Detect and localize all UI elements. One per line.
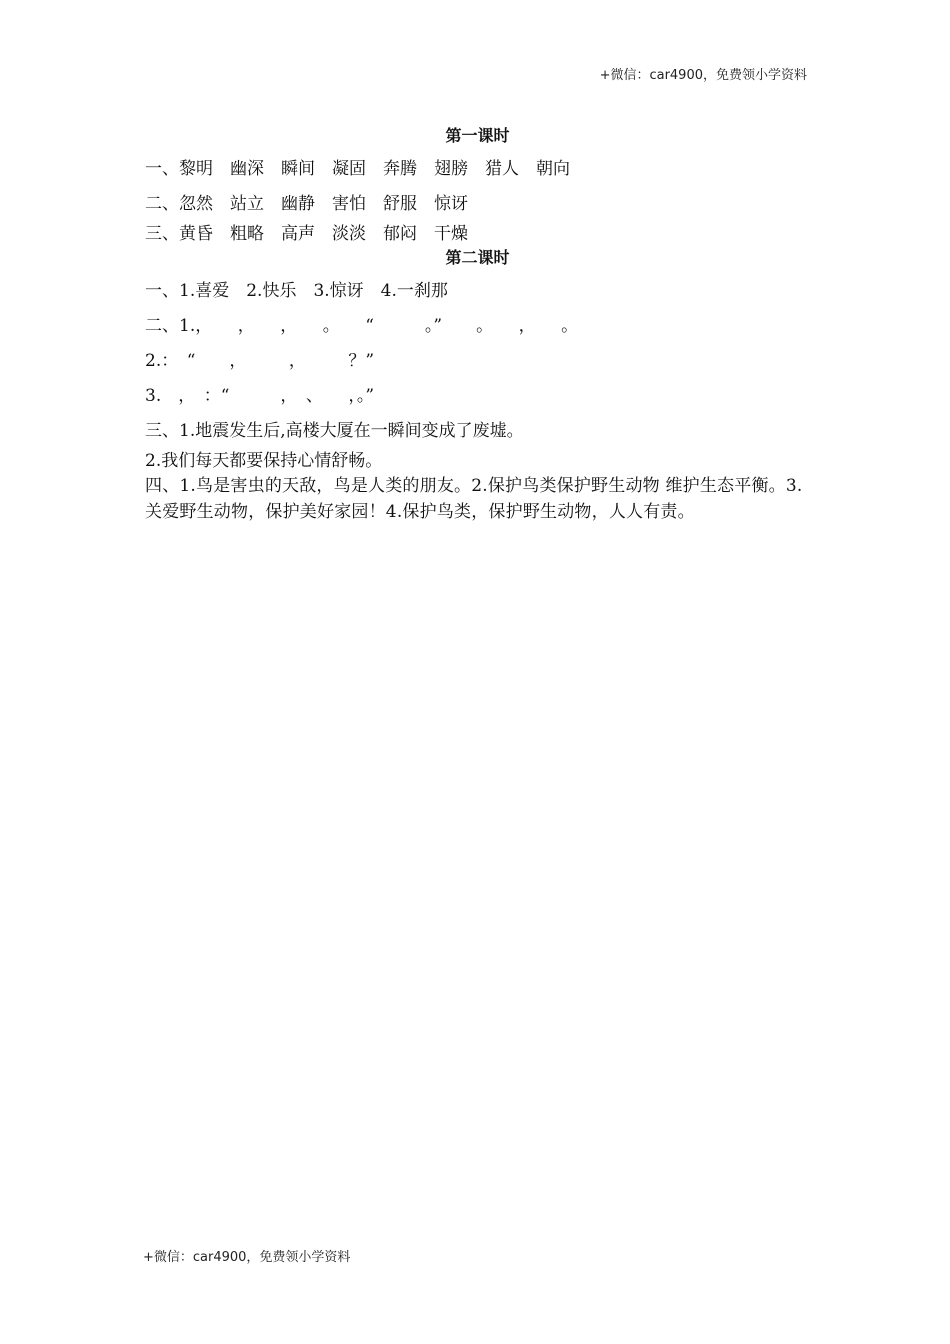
footer-watermark-note: +微信：car4900，免费领小学资料 xyxy=(143,1250,351,1265)
lesson1-line-3: 三、黄昏 粗略 高声 淡淡 郁闷 干燥 xyxy=(145,224,468,244)
lesson2-title: 第二课时 xyxy=(445,248,510,267)
lesson2-line-5: 三、1.地震发生后,高楼大厦在一瞬间变成了废墟。 xyxy=(145,421,524,441)
lesson2-line-6: 2.我们每天都要保持心情舒畅。 xyxy=(145,451,383,471)
lesson2-line-3: 2.： “ ， ， ？” xyxy=(145,351,375,371)
lesson2-line-2: 二、1.， ， ， 。 “ 。” 。 ， 。 xyxy=(145,316,579,336)
lesson2-line-4: 3. ， ：“ ， 、 ，。” xyxy=(145,386,375,406)
header-watermark-note: +微信：car4900，免费领小学资料 xyxy=(599,68,807,83)
lesson1-line-1: 一、黎明 幽深 瞬间 凝固 奔腾 翅膀 猎人 朝向 xyxy=(145,159,570,179)
lesson2-line-1: 一、1.喜爱 2.快乐 3.惊讶 4.一刹那 xyxy=(145,281,448,301)
lesson1-title: 第一课时 xyxy=(445,126,510,145)
lesson1-line-2: 二、忽然 站立 幽静 害怕 舒服 惊讶 xyxy=(145,194,468,214)
answer-content xyxy=(145,124,810,525)
lesson2-paragraph: 四、1.鸟是害虫的天敌，鸟是人类的朋友。2.保护鸟类保护野生动物 维护生态平衡。3.关爱野生动物，保护美好家园！4.保护鸟类，保护野生动物，人人有责。 xyxy=(145,476,803,522)
